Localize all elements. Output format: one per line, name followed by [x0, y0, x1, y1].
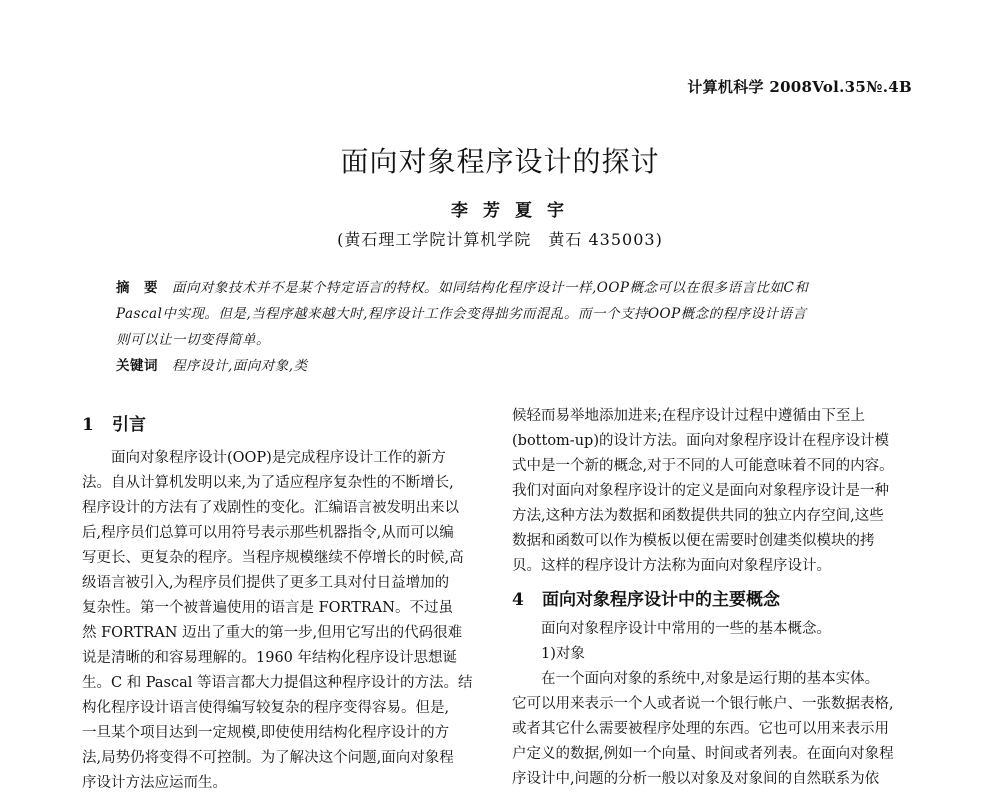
- body-line: 程序设计的方法有了戏剧性的变化。汇编语言被发明出来以: [82, 500, 459, 516]
- body-line: 贝。这样的程序设计方法称为面向对象程序设计。: [512, 558, 831, 574]
- body-line: 构化程序设计语言使得编写较复杂的程序变得容易。但是,: [82, 700, 450, 716]
- body-line: 生。C 和 Pascal 等语言都大力提倡这种程序设计的方法。结: [82, 675, 473, 691]
- body-line: 写更长、更复杂的程序。当程序规模继续不停增长的时候,高: [82, 550, 464, 566]
- body-line: 复杂性。第一个被普遍使用的语言是 FORTRAN。不过虽: [82, 600, 453, 616]
- abstract-line: Pascal中实现。但是,当程序越来越大时,程序设计工作会变得拙劣而混乱。而一个支持OOP概念的程序设计语言: [116, 306, 807, 322]
- body-line: 一旦某个项目达到一定规模,即使使用结构化程序设计的方: [82, 725, 450, 741]
- body-line: 式中是一个新的概念,对于不同的人可能意味着不同的内容。: [512, 458, 894, 474]
- keywords-line: [116, 354, 308, 374]
- keywords-text: 程序设计,面向对象,类: [172, 358, 308, 374]
- section-title: 引言: [112, 415, 146, 435]
- body-line: 法,局势仍将变得不可控制。为了解决这个问题,面向对象程: [82, 750, 454, 766]
- section-number: 1: [82, 415, 94, 435]
- body-line: 在一个面向对象的系统中,对象是运行期的基本实体。: [512, 671, 880, 687]
- section-title: 面向对象程序设计中的主要概念: [542, 590, 780, 610]
- journal-header: 计算机科学 2008Vol.35№.4B: [687, 78, 912, 96]
- body-line: 后,程序员们总算可以用符号表示那些机器指令,从而可以编: [82, 525, 454, 541]
- section-heading: [512, 585, 780, 610]
- body-line: 数据和函数可以作为模板以便在需要时创建类似模块的拷: [512, 533, 875, 549]
- body-line: 户定义的数据,例如一个向量、时间或者列表。在面向对象程: [512, 746, 894, 762]
- body-line: 面向对象程序设计中常用的一些的基本概念。: [512, 621, 831, 637]
- section-number: 4: [512, 590, 524, 610]
- body-line: 它可以用来表示一个人或者说一个银行帐户、一张数据表格,: [512, 696, 894, 712]
- body-line: 序设计中,问题的分析一般以对象及对象间的自然联系为依: [512, 771, 880, 787]
- body-line: 候轻而易举地添加进来;在程序设计过程中遵循由下至上: [512, 408, 865, 424]
- abstract-text: 面向对象技术并不是某个特定语言的特权。如同结构化程序设计一样,OOP概念可以在很多语言比如C和: [172, 280, 809, 296]
- body-line: 面向对象程序设计(OOP)是完成程序设计工作的新方: [82, 450, 446, 466]
- abstract-line: [116, 276, 808, 296]
- body-line: 1)对象: [512, 646, 585, 662]
- keywords-label: 关键词: [116, 358, 158, 374]
- section-heading: [82, 410, 146, 435]
- body-line: 级语言被引入,为程序员们提供了更多工具对付日益增加的: [82, 575, 450, 591]
- paper-title: 面向对象程序设计的探讨: [340, 145, 660, 178]
- body-line: 我们对面向对象程序设计的定义是面向对象程序设计是一种: [512, 483, 889, 499]
- authors: 李芳夏宇: [451, 201, 579, 221]
- abstract-label: 摘 要: [116, 280, 158, 296]
- body-line: 序设计方法应运而生。: [82, 775, 227, 791]
- affiliation: (黄石理工学院计算机学院 黄石 435003): [337, 230, 663, 249]
- body-line: (bottom-up)的设计方法。面向对象程序设计在程序设计模: [512, 433, 889, 449]
- abstract-line: 则可以让一切变得简单。: [116, 332, 270, 348]
- body-line: 法。自从计算机发明以来,为了适应程序复杂性的不断增长,: [82, 475, 454, 491]
- body-line: 然 FORTRAN 迈出了重大的第一步,但用它写出的代码很难: [82, 625, 463, 641]
- body-line: 说是清晰的和容易理解的。1960 年结构化程序设计思想诞: [82, 650, 458, 666]
- body-line: 方法,这种方法为数据和函数提供共同的独立内存空间,这些: [512, 508, 884, 524]
- body-line: 或者其它什么需要被程序处理的东西。它也可以用来表示用: [512, 721, 889, 737]
